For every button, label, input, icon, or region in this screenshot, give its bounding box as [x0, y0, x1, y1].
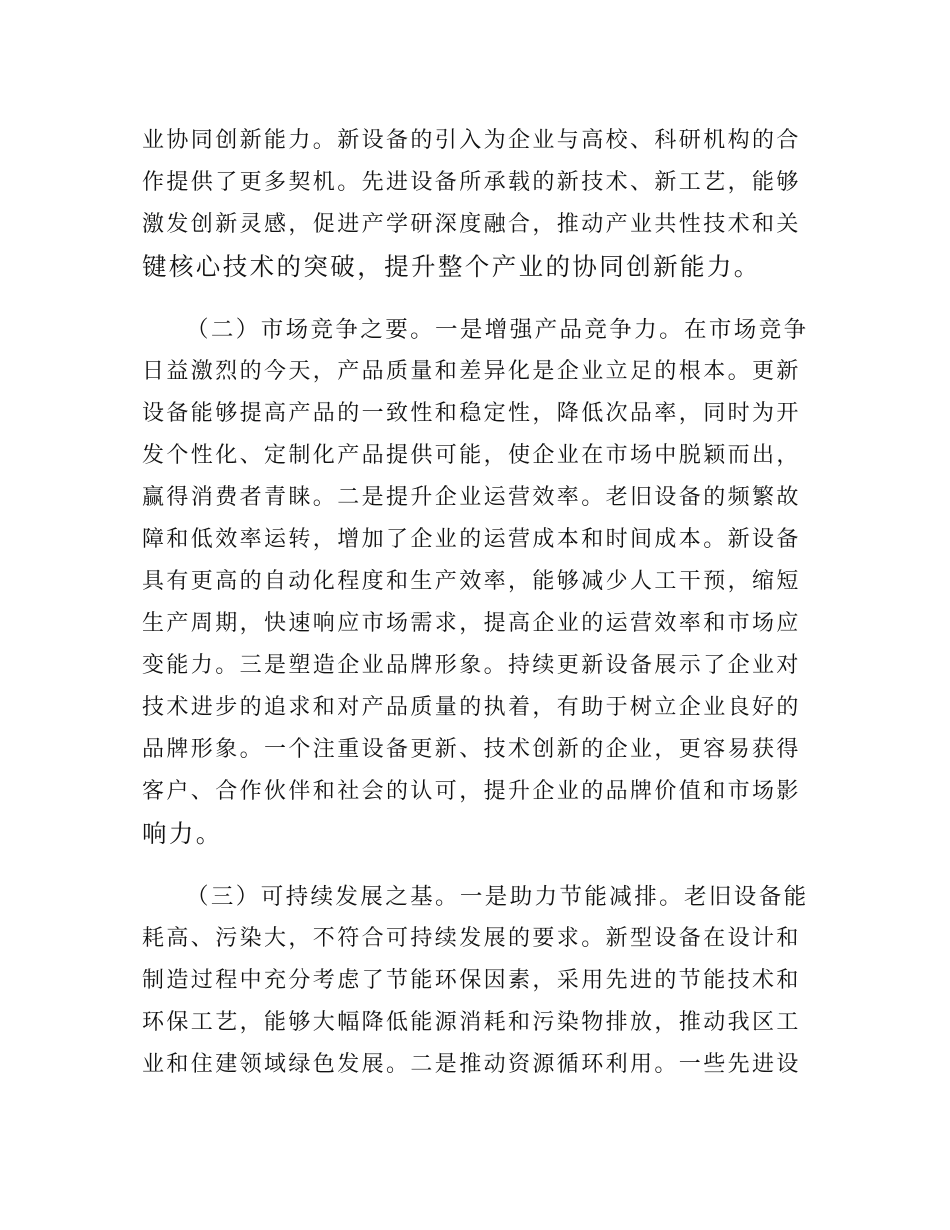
paragraph-line: 变能力。三是塑造企业品牌形象。持续更新设备展示了企业对: [142, 653, 801, 678]
paragraph-line: 客户、合作伙伴和社会的认可，提升企业的品牌价值和市场影: [142, 779, 801, 804]
paragraph-line: 赢得消费者青睐。二是提升企业运营效率。老旧设备的频繁故: [142, 485, 801, 510]
paragraph-line: 具有更高的自动化程度和生产效率，能够减少人工干预，缩短: [142, 569, 801, 594]
paragraph-line: 品牌形象。一个注重设备更新、技术创新的企业，更容易获得: [142, 737, 801, 762]
paragraph-line: （二）市场竞争之要。一是增强产品竞争力。在市场竞争: [186, 317, 809, 343]
paragraph-line: 耗高、污染大，不符合可持续发展的要求。新型设备在设计和: [142, 926, 801, 951]
paragraph-3: [142, 876, 812, 1086]
paragraph-1: [142, 120, 812, 288]
paragraph-line: 响力。: [142, 819, 223, 848]
paragraph-line: 设备能够提高产品的一致性和稳定性，降低次品率，同时为开: [142, 401, 801, 426]
paragraph-line: 业协同创新能力。新设备的引入为企业与高校、科研机构的合: [142, 128, 801, 153]
paragraph-line: 激发创新灵感，促进产学研深度融合，推动产业共性技术和关: [142, 212, 801, 237]
paragraph-line: 制造过程中充分考虑了节能环保因素，采用先进的节能技术和: [142, 968, 801, 993]
paragraph-line: 日益激烈的今天，产品质量和差异化是企业立足的根本。更新: [142, 359, 801, 384]
paragraph-line: 业和住建领域绿色发展。二是推动资源循环利用。一些先进设: [142, 1052, 801, 1077]
paragraph-2: [142, 309, 812, 855]
paragraph-line: 键核心技术的突破，提升整个产业的协同创新能力。: [142, 252, 761, 281]
paragraph-line: 环保工艺，能够大幅降低能源消耗和污染物排放，推动我区工: [142, 1010, 801, 1035]
paragraph-line: 生产周期，快速响应市场需求，提高企业的运营效率和市场应: [142, 611, 801, 636]
paragraph-line: 障和低效率运转，增加了企业的运营成本和时间成本。新设备: [142, 527, 801, 552]
paragraph-line: 发个性化、定制化产品提供可能，使企业在市场中脱颖而出，: [142, 443, 801, 468]
paragraph-line: （三）可持续发展之基。一是助力节能减排。老旧设备能: [186, 884, 809, 910]
paragraph-line: 作提供了更多契机。先进设备所承载的新技术、新工艺，能够: [142, 170, 801, 195]
paragraph-line: 技术进步的追求和对产品质量的执着，有助于树立企业良好的: [142, 695, 801, 720]
